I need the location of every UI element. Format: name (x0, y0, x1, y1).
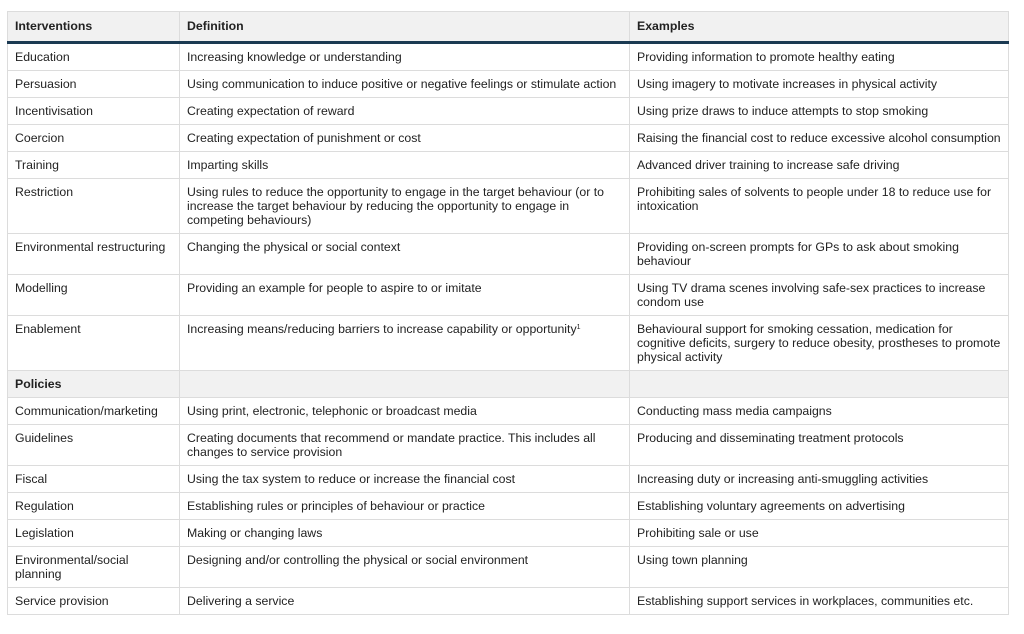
intervention-cell: Guidelines (8, 425, 180, 466)
example-cell: Conducting mass media campaigns (630, 398, 1009, 425)
table-row (8, 547, 1009, 588)
example-cell: Behavioural support for smoking cessation, medication for cognitive deficits, surgery to reduce obesity, prostheses to promote physical activity (630, 316, 1009, 371)
table-row (8, 152, 1009, 179)
table-row (8, 98, 1009, 125)
table-row (8, 425, 1009, 466)
intervention-cell: Environmental/social planning (8, 547, 180, 588)
example-cell: Using prize draws to induce attempts to stop smoking (630, 98, 1009, 125)
intervention-cell: Enablement (8, 316, 180, 371)
definition-cell: Delivering a service (180, 588, 630, 615)
footnote-marker: 1 (576, 324, 581, 331)
intervention-cell: Fiscal (8, 466, 180, 493)
definition-cell: Creating documents that recommend or mandate practice. This includes all changes to service provision (180, 425, 630, 466)
example-cell: Raising the financial cost to reduce excessive alcohol consumption (630, 125, 1009, 152)
intervention-cell: Persuasion (8, 71, 180, 98)
header-examples: Examples (630, 12, 1009, 43)
table-row (8, 520, 1009, 547)
table-row (8, 398, 1009, 425)
header-definition: Definition (180, 12, 630, 43)
definition-cell: Changing the physical or social context (180, 234, 630, 275)
example-cell: Using TV drama scenes involving safe-sex practices to increase condom use (630, 275, 1009, 316)
definition-cell: Creating expectation of reward (180, 98, 630, 125)
definition-cell: Establishing rules or principles of behaviour or practice (180, 493, 630, 520)
example-cell: Producing and disseminating treatment protocols (630, 425, 1009, 466)
definition-cell: Making or changing laws (180, 520, 630, 547)
example-cell: Providing information to promote healthy eating (630, 43, 1009, 71)
example-cell: Prohibiting sale or use (630, 520, 1009, 547)
intervention-cell: Coercion (8, 125, 180, 152)
table-row (8, 234, 1009, 275)
table-row (8, 125, 1009, 152)
definition-cell: Creating expectation of punishment or cost (180, 125, 630, 152)
example-cell: Increasing duty or increasing anti-smuggling activities (630, 466, 1009, 493)
intervention-cell: Regulation (8, 493, 180, 520)
definition-cell: Providing an example for people to aspire to or imitate (180, 275, 630, 316)
intervention-cell: Modelling (8, 275, 180, 316)
table-row (8, 275, 1009, 316)
table-row (8, 43, 1009, 71)
intervention-cell: Legislation (8, 520, 180, 547)
table-row (8, 588, 1009, 615)
definition-cell: Using rules to reduce the opportunity to engage in the target behaviour (or to increase the target behaviour by reducing the opportunity to engage in competing behaviours) (180, 179, 630, 234)
intervention-cell: Restriction (8, 179, 180, 234)
definition-cell: Increasing knowledge or understanding (180, 43, 630, 71)
intervention-cell: Environmental restructuring (8, 234, 180, 275)
example-cell: Establishing voluntary agreements on advertising (630, 493, 1009, 520)
example-cell: Advanced driver training to increase safe driving (630, 152, 1009, 179)
example-cell: Prohibiting sales of solvents to people under 18 to reduce use for intoxication (630, 179, 1009, 234)
section-label: Policies (8, 371, 180, 398)
table-header-row (8, 12, 1009, 43)
section-row-policies (8, 371, 1009, 398)
example-cell: Establishing support services in workplaces, communities etc. (630, 588, 1009, 615)
definition-text: Increasing means/reducing barriers to increase capability or opportunity (187, 322, 577, 336)
definition-cell: Using print, electronic, telephonic or broadcast media (180, 398, 630, 425)
empty-cell (630, 371, 1009, 398)
table-row (8, 179, 1009, 234)
table-row (8, 316, 1009, 371)
definition-cell: Designing and/or controlling the physical or social environment (180, 547, 630, 588)
example-cell: Using town planning (630, 547, 1009, 588)
intervention-cell: Education (8, 43, 180, 71)
intervention-cell: Training (8, 152, 180, 179)
interventions-table (7, 11, 1009, 615)
table-row (8, 466, 1009, 493)
intervention-cell: Service provision (8, 588, 180, 615)
example-cell: Using imagery to motivate increases in physical activity (630, 71, 1009, 98)
intervention-cell: Incentivisation (8, 98, 180, 125)
example-cell: Providing on-screen prompts for GPs to ask about smoking behaviour (630, 234, 1009, 275)
definition-cell (180, 316, 630, 371)
header-interventions: Interventions (8, 12, 180, 43)
definition-cell: Using communication to induce positive or negative feelings or stimulate action (180, 71, 630, 98)
table-row (8, 493, 1009, 520)
definition-cell: Imparting skills (180, 152, 630, 179)
intervention-cell: Communication/marketing (8, 398, 180, 425)
definition-cell: Using the tax system to reduce or increase the financial cost (180, 466, 630, 493)
table-row (8, 71, 1009, 98)
empty-cell (180, 371, 630, 398)
